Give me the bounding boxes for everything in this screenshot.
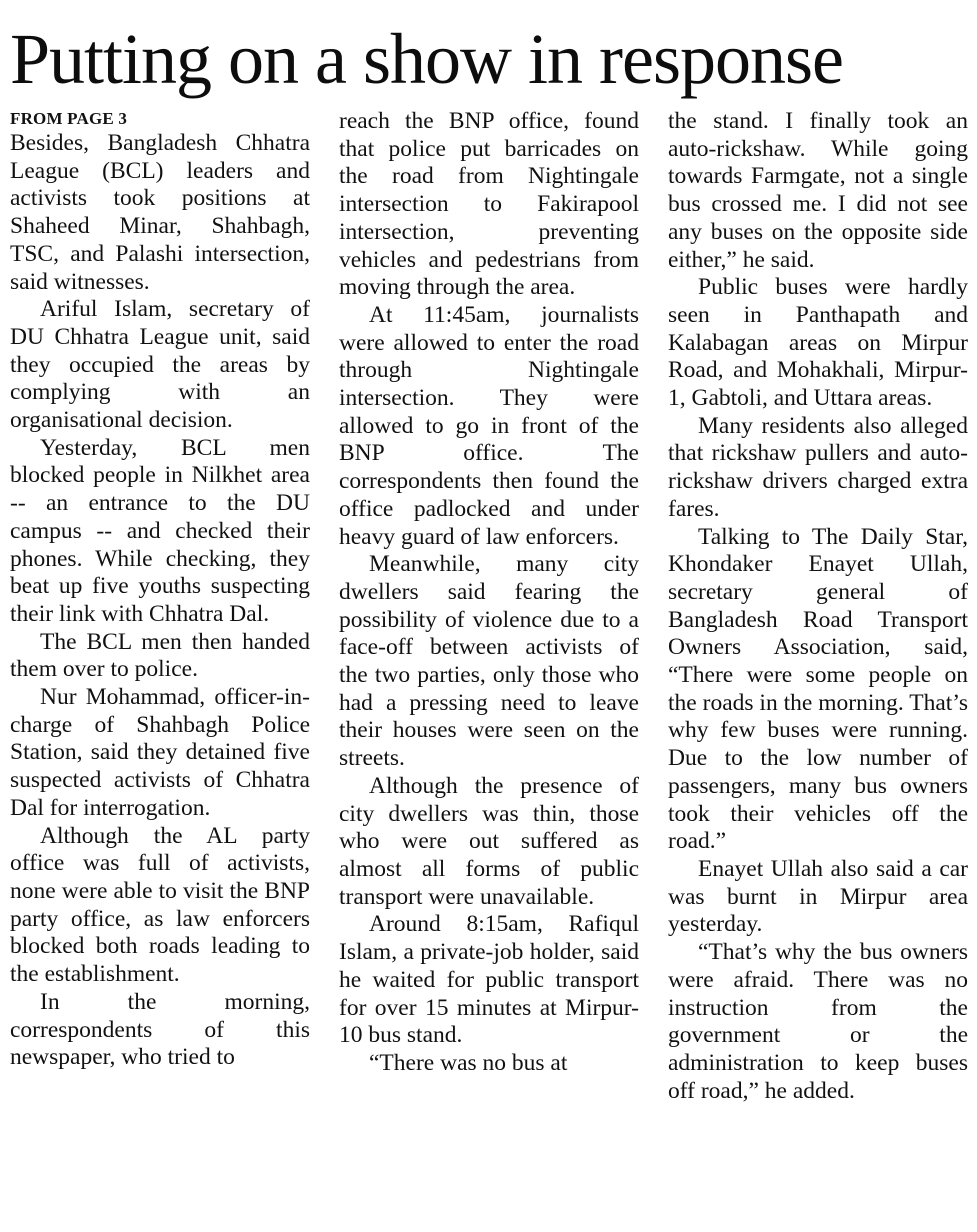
- paragraph: the stand. I finally took an auto-rickshaw. While going towards Farmgate, not a single bus crossed me. I did not see any buses on the opposite side either,” he said.: [668, 108, 968, 273]
- paragraph: Although the presence of city dwellers was thin, those who were out suffered as almost all forms of public transport were unavailable.: [339, 772, 639, 910]
- paragraph: Nur Mohammad, officer-in-charge of Shahbagh Police Station, said they detained five suspected activists of Chhatra Dal for interrogation.: [10, 684, 310, 821]
- paragraph: reach the BNP office, found that police put barricades on the road from Nightingale intersection to Fakirapool intersection, preventing vehicles and pedestrians from moving through the area.: [339, 108, 639, 301]
- paragraph: The BCL men then handed them over to police.: [10, 628, 310, 683]
- paragraph: Besides, Bangladesh Chhatra League (BCL) leaders and activists took positions at Shaheed Minar, Shahbagh, TSC, and Palashi intersection, said witnesses.: [10, 130, 310, 295]
- article-column-2: [339, 108, 639, 1232]
- paragraph: “There was no bus at: [369, 1049, 568, 1076]
- paragraph: Enayet Ullah also said a car was burnt in Mirpur area yesterday.: [668, 855, 968, 938]
- paragraph: Although the AL party office was full of activists, none were able to visit the BNP party office, as law enforcers blocked both roads leading to the establishment.: [10, 822, 310, 988]
- paragraph: At 11:45am, journalists were allowed to enter the road through Nightingale intersection. They were allowed to go in front of the BNP office. The correspondents then found the office padlocked and under heavy guard of law enforcers.: [339, 301, 639, 550]
- paragraph: “That’s why the bus owners were afraid. There was no instruction from the government or the administration to keep buses off road,” he added.: [668, 939, 968, 1104]
- paragraph: Many residents also alleged that rickshaw pullers and auto-rickshaw drivers charged extra fares.: [668, 412, 968, 522]
- continued-from-label: FROM PAGE 3: [10, 109, 128, 128]
- headline: Putting on a show in response: [10, 19, 843, 99]
- paragraph: Public buses were hardly seen in Panthapath and Kalabagan areas on Mirpur Road, and Mohakhali, Mirpur-1, Gabtoli, and Uttara areas.: [668, 274, 968, 412]
- paragraph: Yesterday, BCL men blocked people in Nilkhet area -- an entrance to the DU campus -- and checked their phones. While checking, they beat up five youths suspecting their link with Chhatra Dal.: [10, 434, 310, 627]
- paragraph: Ariful Islam, secretary of DU Chhatra League unit, said they occupied the areas by complying with an organisational decision.: [10, 296, 310, 434]
- paragraph: Meanwhile, many city dwellers said fearing the possibility of violence due to a face-off between activists of the two parties, only those who had a pressing need to leave their houses were seen on the streets.: [339, 551, 639, 772]
- article-column-1: [10, 108, 310, 1232]
- article-column-3: [668, 108, 968, 1232]
- paragraph: Talking to The Daily Star, Khondaker Enayet Ullah, secretary general of Bangladesh Road Transport Owners Association, said, “There were some people on the roads in the morning. That’s why few buses were running. Due to the low number of passengers, many bus owners took their vehicles off the road.”: [668, 523, 968, 855]
- paragraph: In the morning, correspondents of this newspaper, who tried to: [10, 988, 310, 1071]
- paragraph: Around 8:15am, Rafiqul Islam, a private-job holder, said he waited for public transport for over 15 minutes at Mirpur-10 bus stand.: [339, 911, 639, 1049]
